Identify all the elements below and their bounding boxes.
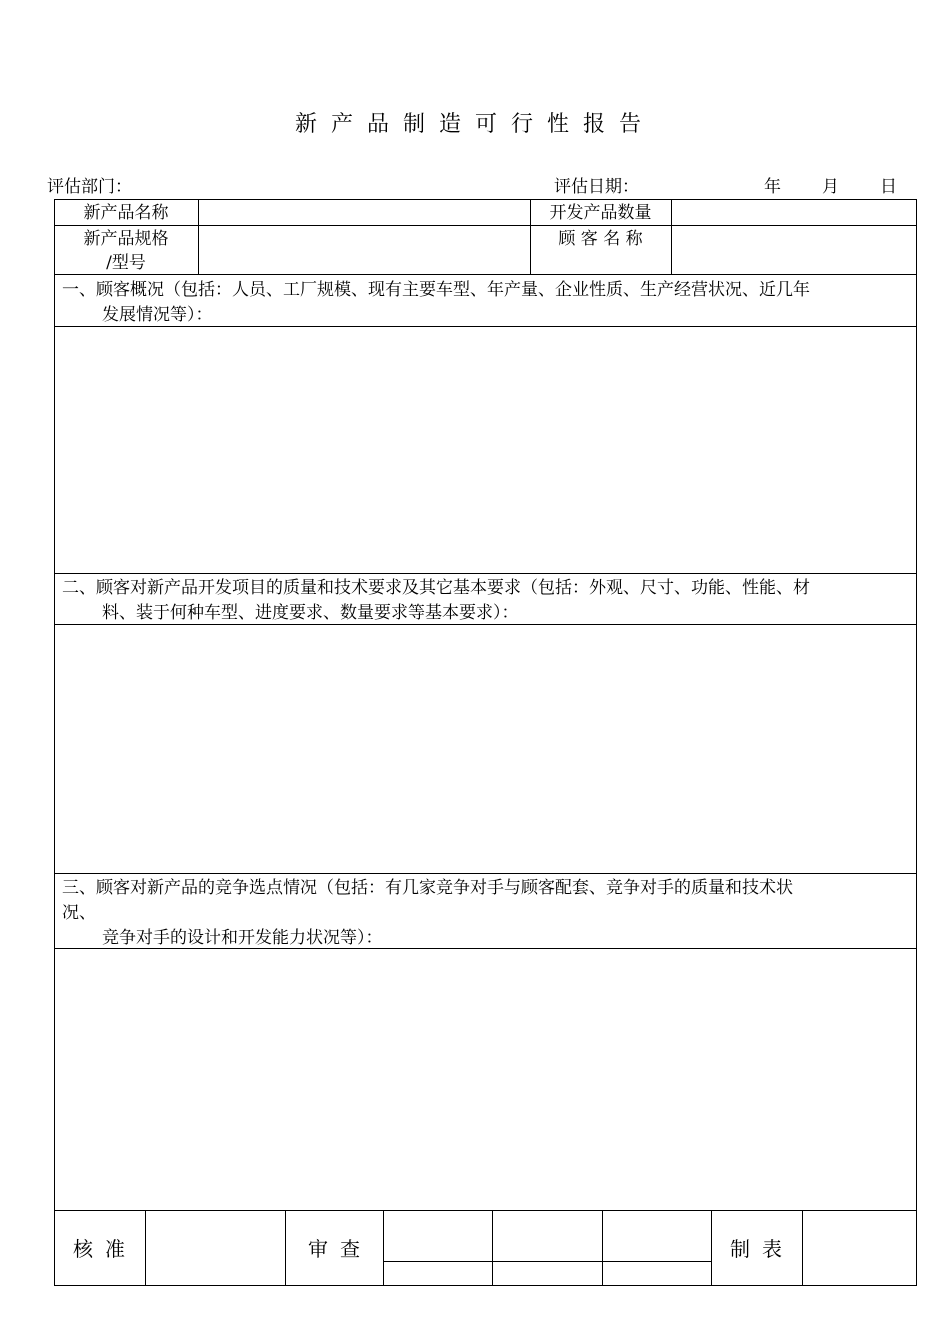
table-left-border xyxy=(54,199,55,1286)
col-divider xyxy=(711,1210,712,1285)
review-label: 审查 xyxy=(308,1237,372,1261)
section-1-line1: 一、顾客概况（包括：人员、工厂规模、现有主要车型、年产量、企业性质、生产经营状况、近几年 xyxy=(62,280,810,300)
date-label: 评估日期： xyxy=(554,177,639,197)
review-signature-field-3[interactable] xyxy=(607,1214,707,1258)
customer-name-field[interactable] xyxy=(677,228,911,272)
review-signature-field-2[interactable] xyxy=(497,1214,597,1258)
col-divider xyxy=(802,1210,803,1285)
section-3-line2: 竞争对手的设计和开发能力状况等）： xyxy=(102,928,383,948)
col-divider xyxy=(602,1210,603,1285)
section-3-content-area[interactable] xyxy=(60,952,910,1206)
customer-name-label: 顾 客 名 称 xyxy=(558,229,643,249)
row-divider xyxy=(54,1210,917,1211)
month-label: 月 xyxy=(822,177,839,197)
section-1-heading xyxy=(62,278,912,328)
row-divider xyxy=(383,1261,711,1262)
dev-quantity-field[interactable] xyxy=(677,201,911,223)
section-3-line1b: 况、 xyxy=(62,903,96,923)
spec-field[interactable] xyxy=(204,228,524,272)
dept-label: 评估部门： xyxy=(47,177,132,197)
col-divider xyxy=(383,1210,384,1285)
section-3-line1: 三、顾客对新产品的竞争选点情况（包括：有几家竞争对手与顾客配套、竞争对手的质量和技术状 xyxy=(62,878,793,898)
product-name-field[interactable] xyxy=(204,201,524,223)
row-divider xyxy=(54,225,917,226)
approve-signature-field[interactable] xyxy=(150,1214,280,1282)
col-divider xyxy=(285,1210,286,1285)
row-divider xyxy=(54,573,917,574)
prepare-label: 制表 xyxy=(730,1237,794,1261)
col-divider xyxy=(198,199,199,274)
section-2-line1: 二、顾客对新产品开发项目的质量和技术要求及其它基本要求（包括：外观、尺寸、功能、性能、材 xyxy=(62,578,810,598)
table-top-border xyxy=(54,199,917,200)
year-label: 年 xyxy=(764,177,781,197)
section-2-heading xyxy=(62,576,912,626)
section-1-content-area[interactable] xyxy=(60,330,910,568)
table-bottom-border xyxy=(54,1285,917,1286)
spec-label-line1: 新产品规格 xyxy=(83,229,169,249)
col-divider xyxy=(145,1210,146,1285)
col-divider xyxy=(492,1210,493,1285)
product-name-label: 新产品名称 xyxy=(83,203,169,223)
approve-label: 核准 xyxy=(73,1237,137,1261)
table-right-border xyxy=(916,199,917,1286)
section-3-heading xyxy=(62,876,912,951)
page-title: 新产品制造可行性报告 xyxy=(294,112,655,137)
prepare-signature-field[interactable] xyxy=(807,1214,912,1282)
spec-label-line2: /型号 xyxy=(106,253,146,273)
day-label: 日 xyxy=(880,177,897,197)
section-1-line2: 发展情况等）： xyxy=(102,305,213,325)
section-2-content-area[interactable] xyxy=(60,628,910,868)
col-divider xyxy=(671,199,672,274)
dev-quantity-label: 开发产品数量 xyxy=(549,203,652,223)
review-signature-field-1[interactable] xyxy=(388,1214,488,1258)
row-divider xyxy=(54,873,917,874)
section-2-line2: 料、装于何种车型、进度要求、数量要求等基本要求）： xyxy=(102,603,519,623)
